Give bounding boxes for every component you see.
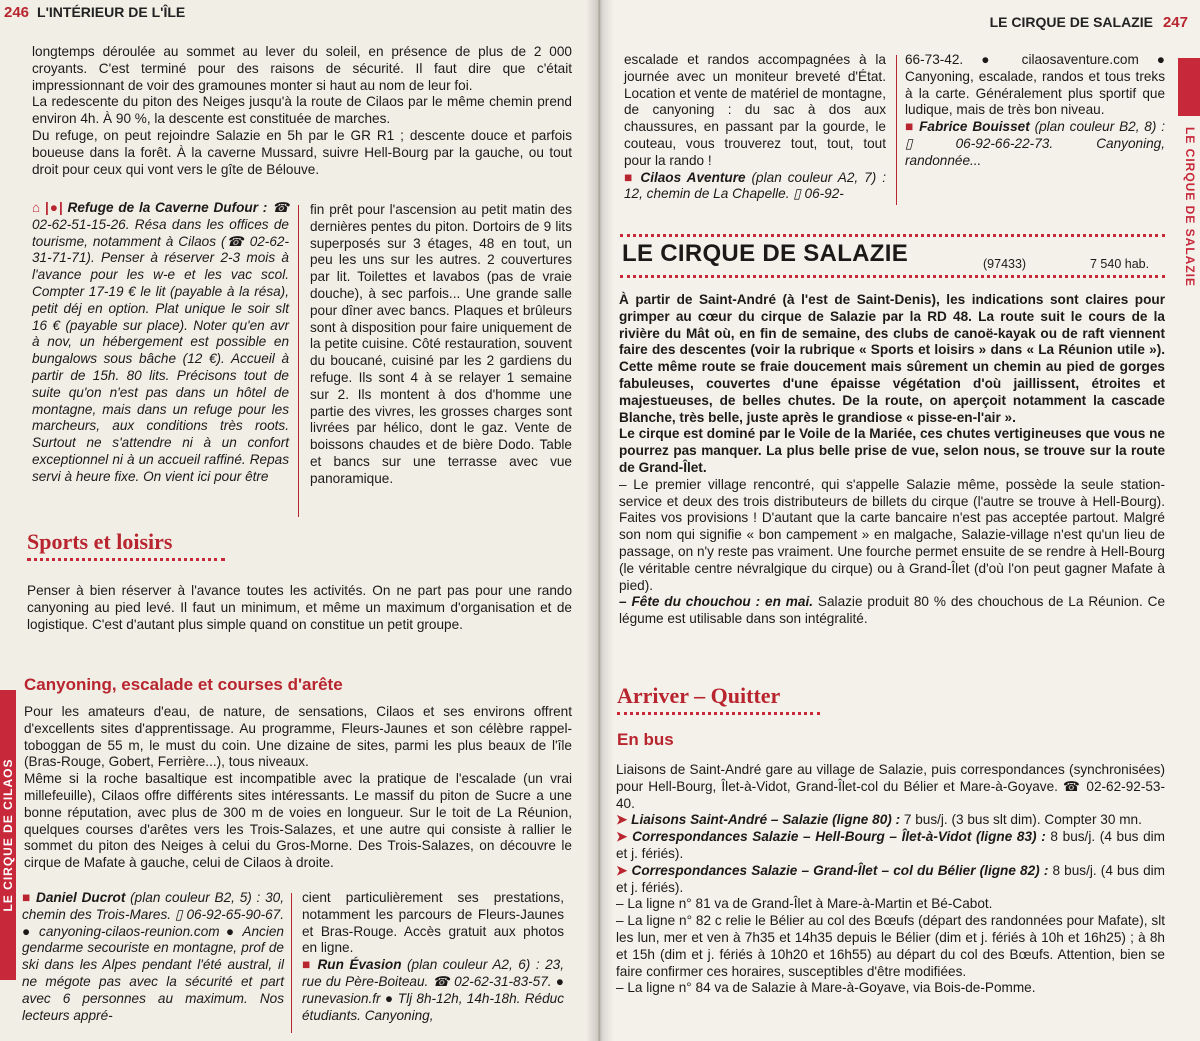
canyoning-heading: Canyoning, escalade et courses d'arête — [24, 675, 343, 694]
salazie-text — [619, 292, 1165, 628]
bouisset-details: (plan couleur B2, 8) : ▯ 06-92-66-22-73. Canyoning, randonnée... — [905, 119, 1166, 168]
left-page — [0, 0, 598, 1041]
refuge-name: Refuge de la Caverne Dufour : — [67, 200, 268, 215]
voile-paragraph: Le cirque est dominé par le Voile de la Mariée, ces chutes vertigineuses que vous ne pourrez pas manquer. La plus belle prise de vue, selon nous, se trouve sur la route de Grand-Îlet. — [619, 426, 1165, 475]
left-side-tab-label: LE CIRQUE DE CILAOS — [1, 758, 15, 912]
cilaos-aventure-details: (plan couleur A2, 7) : 12, chemin de La Chapelle. ▯ 06-92- — [624, 169, 886, 202]
population: 7 540 hab. — [1090, 257, 1150, 271]
line-84: – La ligne n° 84 va de Salazie à Mare-à-Goyave, via Bois-de-Pomme. — [616, 980, 1036, 996]
postal-code: (97433) — [983, 257, 1027, 271]
column-rule — [896, 55, 897, 205]
line-text: 8 bus/j. (4 bus dim et j. fériés). — [616, 829, 1166, 861]
run-evasion-name: Run Évasion — [317, 957, 402, 973]
paragraph: Du refuge, on peut rejoindre Salazie en 5h par le GR R1 ; descente douce et parfois boueuse dans la forêt. À la caverne Mussard, suivre Hell-Bourg par la gauche, ou tout droit pour ceux qui vont vers le gîte de Bélouve. — [32, 127, 572, 177]
arriver-quitter-heading: Arriver – Quitter — [617, 683, 781, 708]
line-text: 8 bus/j. (4 bus dim et j. fériés). — [616, 862, 1165, 895]
line-text: 7 bus/j. (3 bus slt dim). Compter 30 mn. — [903, 812, 1142, 828]
bouisset-name: Fabrice Bouisset — [919, 119, 1030, 135]
refuge-details: ☎ 02-62-51-15-26. Résa dans les offices de tourisme, notamment à Cilaos (☎ 02-62-31-71-71). Penser à réserver 2-3 mois à l'avance pour les w-e et les vac scol. Compter 17-19 € le lit (payable à la résa), petit déj en option. Plat unique le soir slt 16 € (payable sur place). Noter qu'en avr à nov, un hébergement est possible en bungalows sous bâche (12 €). Accueil à partir de 15h. 80 lits. Précisons tout de suite qu'on n'est pas dans un hôtel de montagne, mais dans un refuge pour les marcheurs, aux conditions très roots. Surtout ne s'attendre ni à un confort exceptionnel ni à un accueil raffiné. Repas servi à heure fixe. On vient ici pour être — [32, 200, 289, 484]
refuge-entry — [32, 200, 289, 486]
village-paragraph: – Le premier village rencontré, qui s'appelle Salazie même, possède la seule station-service et deux des trois distributeurs de billets du cirque (l'autre se trouve à Hell-Bourg). Faites vos provisions ! D'autant que la carte bancaire n'est pas acceptée partout. Malgré son nom qui signifie « bon campement » en malgache, Salazie-village n'est qu'un lieu de passage, on n'y reste pas vraiment. Une fourche permet ensuite de se rendre à Hell-Bourg (le véritable centre névralgique du cirque) ou à Grand-Îlet (d'où l'on peut gagner Mafate à pied). — [619, 476, 1165, 593]
paragraph: Penser à bien réserver à l'avance toutes les activités. On ne part pas pour une rando canyoning au pied levé. Il faut un minimum, et même un maximum d'organisation et de logistique. C'est d'autant plus simple quand on constitue un petit groupe. — [27, 583, 572, 632]
right-side-tab-label: LE CIRQUE DE SALAZIE — [1183, 126, 1197, 287]
paragraph: longtemps déroulée au sommet au lever du soleil, en présence de plus de 2 000 croyants. C'est terminé pour des raisons de sécurité. Il faut dire que c'était impressionnant de voir des gramounes monter si haut au nom de leur foi. — [32, 44, 572, 93]
book-gutter — [586, 0, 614, 1041]
column-rule — [298, 205, 299, 517]
sports-heading: Sports et loisirs — [27, 529, 173, 554]
sports-text — [27, 583, 572, 633]
line-label: Correspondances Salazie – Grand-Îlet – col du Bélier (ligne 82) : — [631, 862, 1049, 878]
refuge-entry-col2 — [310, 202, 572, 488]
ducrot-col2 — [302, 890, 564, 1024]
bullet-square-icon: ■ — [22, 890, 32, 905]
column-rule — [291, 893, 292, 1033]
canyoning-text — [24, 704, 572, 872]
section-rule-bottom — [620, 275, 1165, 278]
right-col2-top — [905, 52, 1165, 170]
arrow-icon: ➤ — [616, 812, 628, 828]
arrow-icon: ➤ — [616, 829, 628, 845]
fete-text: Salazie produit 80 % des chouchous de La Réunion. Ce légume est utilisable dans son intégralité. — [619, 594, 1166, 627]
section-rule-top — [620, 234, 1165, 237]
left-side-tab — [0, 690, 16, 980]
cilaos-aventure-name: Cilaos Aventure — [640, 169, 746, 185]
lodging-icons: ⌂ |●| — [32, 200, 63, 215]
section-title: LE CIRQUE DE SALAZIE — [622, 240, 909, 267]
bullet-square-icon: ■ — [624, 169, 635, 185]
left-running-title: L'INTÉRIEUR DE L'ÎLE — [37, 4, 186, 20]
fete-label: – Fête du chouchou : en mai. — [619, 594, 814, 610]
line-label: Liaisons Saint-André – Salazie (ligne 80) : — [631, 812, 901, 828]
left-page-number: 246 — [4, 4, 30, 21]
ducrot-entry — [22, 890, 284, 1024]
right-page-number: 247 — [1162, 14, 1188, 31]
paragraph: Pour les amateurs d'eau, de nature, de sensations, Cilaos et ses environs offrent d'excellents sites d'apprentissage. Au programme, Fleurs-Jaunes et son célèbre rappel-toboggan de 55 m, le must du coin. Une dizaine de sites, parmi les plus beaux de l'île (Bras-Rouge, Gobert, Ferrière...), tous niveaux. — [24, 704, 572, 770]
arrow-icon: ➤ — [616, 862, 628, 878]
bullet-square-icon: ■ — [302, 957, 312, 973]
right-col1-top — [624, 52, 886, 203]
bullet-square-icon: ■ — [905, 119, 915, 135]
paragraph: cient particulièrement ses prestations, notamment les parcours de Fleurs-Jaunes et Bras-Rouge. Accès gratuit aux photos en ligne. — [302, 890, 564, 956]
ducrot-name: Daniel Ducrot — [36, 890, 126, 905]
paragraph: escalade et randos accompagnées à la journée avec un moniteur breveté d'État. Location et vente de matériel de montagne, de canyoning : du sac à dos aux chaussures, en passant par la gourde, le couteau, vous trouverez tout, tout, tout pour la rando ! — [624, 52, 886, 168]
left-running-head — [4, 4, 185, 21]
heading-underline — [617, 712, 820, 715]
line-81: – La ligne n° 81 va de Grand-Îlet à Mare-à-Martin et Bé-Cabot. — [616, 896, 993, 912]
intro-paragraph: À partir de Saint-André (à l'est de Saint-Denis), les indications sont claires pour grimper au cœur du cirque de Salazie par la RD 48. La route suit le cours de la rivière du Mât où, en fin de semaine, des clubs de canoë-kayak ou de raft viennent faire des descentes (voir la rubrique « Sports et loisirs » dans « La Réunion utile »). Cette même route se fraie doucement mais sûrement un chemin au pied de gorges fabuleuses, couvertes d'une épaisse végétation d'où jaillissent, étroites et majestueuses, de belles chutes. De la route, on aperçoit notamment la cascade Blanche, très belle, juste après le grandiose « pisse-en-l'air ». — [619, 292, 1165, 425]
bus-intro: Liaisons de Saint-André gare au village de Salazie, puis correspondances (synchronisées) pour Hell-Bourg, Îlet-à-Vidot, Grand-Îlet-col du Bélier et Mare-à-Goyave. ☎ 02-62-92-53-40. — [616, 762, 1165, 811]
paragraph: La redescente du piton des Neiges jusqu'à la route de Cilaos par le même chemin prend environ 4h. À 90 %, la descente est constituée de marches. — [32, 94, 572, 127]
paragraph: Même si la roche basaltique est incompatible avec la pratique de l'escalade (un vrai millefeuille), Cilaos offre différents sites intéressants. Le massif du piton de Sucre a une bonne réputation, avec plus de 300 m de voies en longueur. Sur le toit de La Réunion, quelques courses d'arêtes vers les Trois-Salazes, et une autre qui consiste à rallier le sommet du piton des Neiges à celui du Gros-Morne. Des Trois-Salazes, on découvre le cirque de Mafate à gauche, celui de Cilaos à droite. — [24, 771, 572, 871]
paragraph: 66-73-42. ● cilaosaventure.com ● Canyoning, escalade, randos et tous treks à la carte. Généralement plus sportif que ludique, mais de très bon niveau. — [905, 52, 1165, 118]
heading-underline — [27, 558, 225, 561]
ducrot-details: (plan couleur B2, 5) : 30, chemin des Trois-Mares. ▯ 06-92-65-90-67. ● canyoning-cilaos-reunion.com ● Ancien gendarme secouriste en montagne, prof de ski dans les Alpes pendant l'été austral, il ne mégote pas avec la sécurité et part avec 6 personnes au maximum. Nos lecteurs appré- — [22, 890, 284, 1023]
line-label: Correspondances Salazie – Hell-Bourg – Îlet-à-Vidot (ligne 83) : — [632, 829, 1046, 845]
bus-info — [616, 762, 1165, 997]
paragraph: fin prêt pour l'ascension au petit matin des dernières pentes du piton. Dortoirs de 9 lits superposés sur 3 étages, 48 en tout, un peu les uns sur les autres. 2 couvertures par lit. Toilettes et lavabos (pas de vraie douche), à sec parfois... Une grande salle pour dîner avec bancs. Plaques et brûleurs sont à disposition pour faire uniquement de la petite cuisine. Côté restauration, souvent du boucané, cuisiné par les 2 gardiens du refuge. Ils sont 4 à se relayer 1 semaine sur 2. Ils montent à dos d'homme une partie des vivres, les grosses charges sont livrées par hélico, dont le gaz. Vente de boissons chaudes et de bière Dodo. Table et bancs sur une terrasse avec vue panoramique. — [310, 202, 572, 486]
en-bus-heading: En bus — [617, 730, 674, 749]
run-evasion-details: (plan couleur A2, 6) : 23, rue du Père-Boiteau. ☎ 02-62-31-83-57. ● runevasion.fr ● Tlj 8h-12h, 14h-18h. Réduc étudiants. Canyoning, — [302, 957, 565, 1023]
right-running-title: LE CIRQUE DE SALAZIE — [989, 14, 1153, 30]
left-top-text — [32, 44, 572, 178]
line-82c: – La ligne n° 82 c relie le Bélier au col des Bœufs (départ des randonnées pour Mafate), slt les lun, mer et ven à 7h35 et 14h35 depuis le Bélier (dim et j. fériés à 10h et 16h25) ; à 8h et 15h (dim et j. fériés à 10h20 et 16h55) au départ du col des Bœufs. Attention, bien se faire confirmer ces horaires, susceptibles d'être modifiées. — [616, 913, 1165, 979]
right-running-head — [990, 14, 1188, 31]
